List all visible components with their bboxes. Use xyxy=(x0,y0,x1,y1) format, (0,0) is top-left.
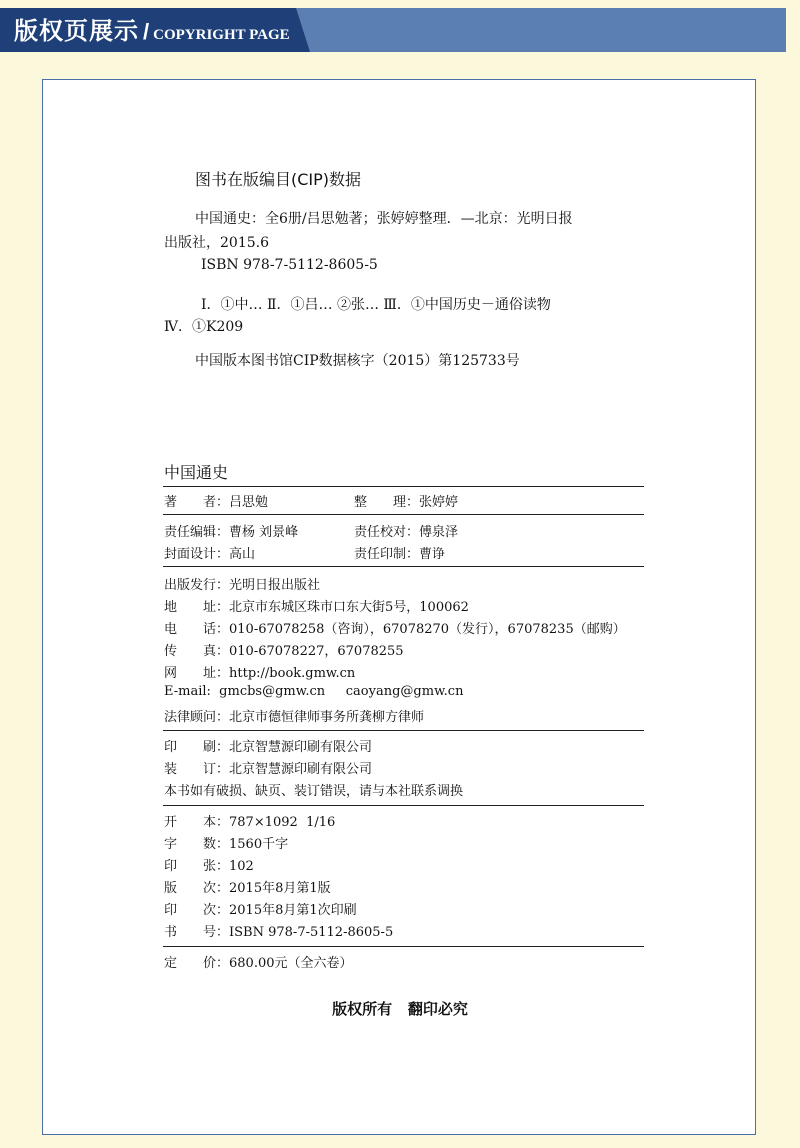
divider xyxy=(163,514,644,515)
cover-design-value: 高山 xyxy=(229,547,256,562)
cip-record-number: 中国版本图书馆CIP数据核字（2015）第125733号 xyxy=(195,353,520,369)
resp-print-label: 责任印制 xyxy=(354,547,407,562)
resp-editor-value: 曹杨 刘景峰 xyxy=(229,525,299,540)
words-label: 字数 xyxy=(164,837,216,852)
legal-value: 北京市德恒律师事务所龚柳方律师 xyxy=(229,710,425,725)
sheets-value: 102 xyxy=(229,859,254,874)
website-label: 网址 xyxy=(164,666,216,681)
email-label: E-mail: xyxy=(164,684,211,699)
printer-label: 印刷 xyxy=(164,740,216,755)
resp-editor-label: 责任编辑 xyxy=(164,525,217,540)
divider xyxy=(163,946,644,947)
publisher-label: 出版发行 xyxy=(164,578,217,593)
author-label: 著者 xyxy=(164,495,216,510)
binder-row: 装订：北京智慧源印刷有限公司 xyxy=(164,758,372,777)
banner-title-zh: 版权页展示 xyxy=(14,17,139,45)
banner-title-en: COPYRIGHT PAGE xyxy=(153,27,290,43)
website-value: http://book.gmw.cn xyxy=(229,666,356,681)
publisher-value: 光明日报出版社 xyxy=(229,578,321,593)
copyright-page xyxy=(42,79,756,1135)
format-value: 787×1092 1/16 xyxy=(229,815,336,830)
edition-label: 版次 xyxy=(164,881,216,896)
cip-line-1: 中国通史：全6册/吕思勉著；张婷婷整理．—北京：光明日报 xyxy=(195,211,573,227)
isbn-row: 书号：ISBN 978-7-5112-8605-5 xyxy=(164,921,393,940)
binder-label: 装订 xyxy=(164,762,216,777)
impression-label: 印次 xyxy=(164,903,216,918)
fax-row: 传真：010-67078227，67078255 xyxy=(164,640,404,659)
divider xyxy=(163,486,644,487)
divider xyxy=(163,566,644,567)
phone-label: 电话 xyxy=(164,622,216,637)
cip-isbn: ISBN 978-7-5112-8605-5 xyxy=(201,257,378,273)
cover-design-label: 封面设计 xyxy=(164,547,217,562)
banner-separator: / xyxy=(143,19,150,44)
cip-line-2: 出版社，2015.6 xyxy=(164,235,269,251)
author-row: 著者：吕思勉 整理：张婷婷 xyxy=(164,491,268,510)
address-label: 地址 xyxy=(164,600,216,615)
editor-label: 整理 xyxy=(354,495,406,510)
author-value: 吕思勉 xyxy=(229,495,269,510)
email-value: gmcbs@gmw.cn caoyang@gmw.cn xyxy=(219,684,464,699)
sheets-row: 印张：102 xyxy=(164,855,254,874)
cip-title: 图书在版编目(CIP)数据 xyxy=(195,170,362,189)
divider xyxy=(163,805,644,806)
damage-notice: 本书如有破损、缺页、装订错误，请与本社联系调换 xyxy=(164,784,464,799)
impression-value: 2015年8月第1次印刷 xyxy=(229,903,357,918)
price-row: 定价：680.00元（全六卷） xyxy=(164,952,353,971)
editor-value: 张婷婷 xyxy=(419,495,459,510)
price-label: 定价 xyxy=(164,956,216,971)
binder-value: 北京智慧源印刷有限公司 xyxy=(229,762,373,777)
publisher-row: 出版发行：光明日报出版社 xyxy=(164,574,320,593)
resp-print-value: 曹诤 xyxy=(419,547,446,562)
price-value: 680.00元（全六卷） xyxy=(229,956,353,971)
notice-row xyxy=(164,780,463,799)
copyright-notice: 版权所有 翻印必究 xyxy=(332,1000,468,1018)
isbn-value: ISBN 978-7-5112-8605-5 xyxy=(229,925,394,940)
words-value: 1560千字 xyxy=(229,837,289,852)
phone-row: 电话：010-67078258（咨询），67078270（发行），67078235（邮购） xyxy=(164,618,626,637)
printer-value: 北京智慧源印刷有限公司 xyxy=(229,740,373,755)
book-title: 中国通史 xyxy=(164,463,229,482)
printer-row: 印刷：北京智慧源印刷有限公司 xyxy=(164,736,372,755)
format-label: 开本 xyxy=(164,815,216,830)
fax-label: 传真 xyxy=(164,644,216,659)
isbn-label: 书号 xyxy=(164,925,216,940)
cip-classification-1: Ⅰ．①中… Ⅱ．①吕… ②张… Ⅲ．①中国历史－通俗读物 xyxy=(201,297,551,313)
cip-classification-2: Ⅳ．①K209 xyxy=(164,319,244,335)
resp-editor-row: 责任编辑：曹杨 刘景峰 责任校对：傅泉泽 xyxy=(164,521,298,540)
impression-row: 印次：2015年8月第1次印刷 xyxy=(164,899,357,918)
divider xyxy=(163,730,644,731)
resp-proof-label: 责任校对 xyxy=(354,525,407,540)
address-row: 地址：北京市东城区珠市口东大街5号，100062 xyxy=(164,596,469,615)
banner-title xyxy=(14,14,290,48)
edition-row: 版次：2015年8月第1版 xyxy=(164,877,331,896)
fax-value: 010-67078227，67078255 xyxy=(229,644,404,659)
header-banner xyxy=(0,0,800,55)
sheets-label: 印张 xyxy=(164,859,216,874)
email-row xyxy=(164,684,463,699)
words-row: 字数：1560千字 xyxy=(164,833,288,852)
website-row: 网址：http://book.gmw.cn xyxy=(164,662,355,681)
address-value: 北京市东城区珠市口东大街5号，100062 xyxy=(229,600,469,615)
format-row: 开本：787×1092 1/16 xyxy=(164,811,335,830)
edition-value: 2015年8月第1版 xyxy=(229,881,331,896)
phone-value: 010-67078258（咨询），67078270（发行），67078235（邮购） xyxy=(229,622,626,637)
legal-label: 法律顾问 xyxy=(164,710,217,725)
resp-proof-value: 傅泉泽 xyxy=(419,525,459,540)
cover-design-row: 封面设计：高山 责任印制：曹诤 xyxy=(164,543,255,562)
legal-row: 法律顾问：北京市德恒律师事务所龚柳方律师 xyxy=(164,706,424,725)
